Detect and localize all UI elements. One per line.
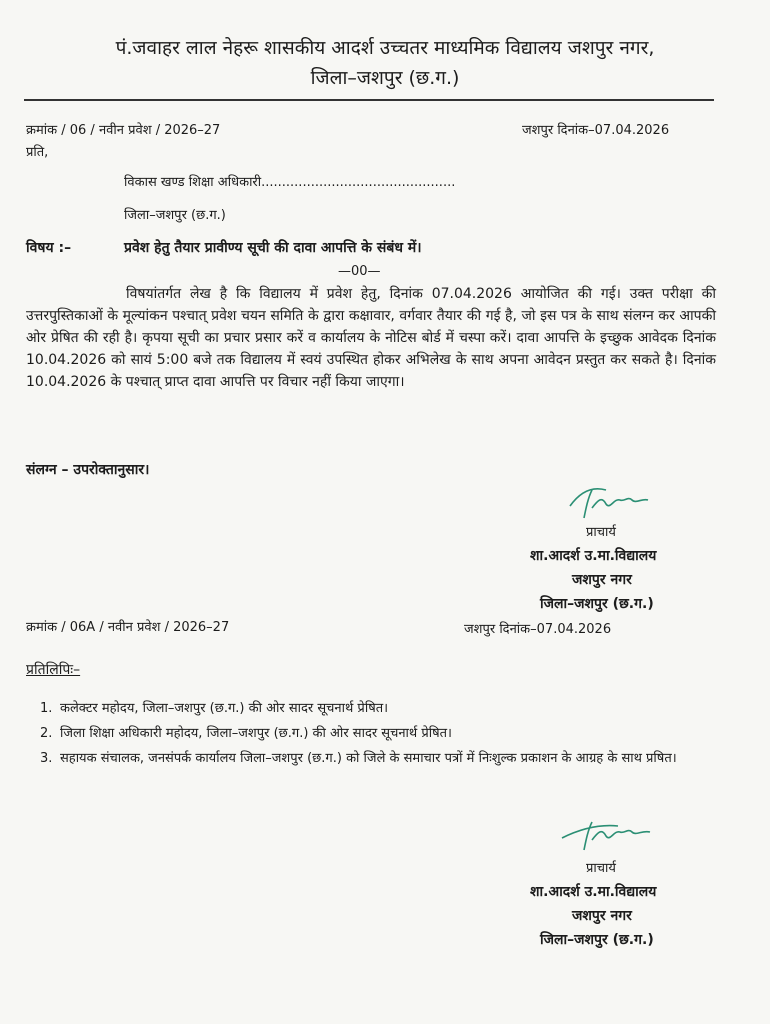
list-text: जिला शिक्षा अधिकारी महोदय, जिला–जशपुर (छ.ग.) की ओर सादर सूचनार्थ प्रेषित। [60,726,452,741]
list-number: 3. [40,751,53,766]
copy-list-item [40,723,720,741]
principal-signature [562,478,662,528]
signature-title: प्राचार्य [586,525,616,540]
principal-signature [558,808,668,860]
signature-line-1: शा.आदर्श उ.मा.विद्यालय [530,884,657,900]
copy-reference-number: क्रमांक / 06A / नवीन प्रवेश / 2026–27 [26,620,230,635]
reference-number: क्रमांक / 06 / नवीन प्रवेश / 2026–27 [26,123,221,138]
subject-label: विषय :– [26,240,72,256]
letter-date: जशपुर दिनांक–07.04.2026 [522,123,670,138]
subject-text: प्रवेश हेतु तैयार प्रावीण्य सूची की दावा आपत्ति के संबंध में। [124,240,422,256]
letter-body-paragraph: विषयांतर्गत लेख है कि विद्यालय में प्रवेश हेतु, दिनांक 07.04.2026 आयोजित की गई। उक्त परीक्षा की उत्तरपुस्तिकाओं के मूल्यांकन पश्चात् प्रवेश चयन समिति के द्वारा कक्षावार, वर्गवार तैयार की गई है, जो इस पत्र के साथ संलग्न कर आपकी ओर प्रेषित की रही है। कृपया सूची का प्रचार प्रसार करें व कार्यालय के नोटिस बोर्ड में चस्पा करें। दावा आपत्ति के इच्छुक आवेदक दिनांक 10.04.2026 को सायं 5:00 बजे तक विद्यालय में स्वयं उपस्थित होकर अभिलेख के साथ अपना आवेदन प्रस्तुत कर सकते है। दिनांक 10.04.2026 के पश्चात् प्राप्त दावा आपत्ति पर विचार नहीं किया जाएगा। [26,286,716,390]
school-district-heading: जिला–जशपुर (छ.ग.) [310,67,460,89]
copy-date: जशपुर दिनांक–07.04.2026 [464,622,612,637]
school-name-heading: पं.जवाहर लाल नेहरू शासकीय आदर्श उच्चतर माध्यमिक विद्यालय जशपुर नगर, [115,37,655,59]
signature-line-2: जशपुर नगर [572,572,632,588]
signature-line-3: जिला–जशपुर (छ.ग.) [540,932,654,948]
separator: —00— [338,264,381,279]
copy-list-item [40,698,720,716]
enclosure-note: संलग्न – उपरोक्तानुसार। [26,462,150,478]
addressee: विकास खण्ड शिक्षा अधिकारी............................................... [124,175,456,190]
copy-label: प्रतिलिपिः– [26,662,81,678]
list-number: 2. [40,726,53,741]
signature-line-1: शा.आदर्श उ.मा.विद्यालय [530,548,657,564]
signature-title: प्राचार्य [586,861,616,876]
list-text: कलेक्टर महोदय, जिला–जशपुर (छ.ग.) की ओर सादर सूचनार्थ प्रेषित। [60,701,389,716]
header-divider [24,99,714,101]
addressee-district: जिला–जशपुर (छ.ग.) [124,208,226,223]
list-text: सहायक संचालक, जनसंपर्क कार्यालय जिला–जशपुर (छ.ग.) को जिले के समाचार पत्रों में निःशुल्क प्रकाशन के आग्रह के साथ प्रषित। [60,751,677,766]
list-number: 1. [40,701,53,716]
signature-line-2: जशपुर नगर [572,908,632,924]
prati-label: प्रति, [26,145,49,160]
copy-list-item [40,748,720,770]
signature-line-3: जिला–जशपुर (छ.ग.) [540,596,654,612]
